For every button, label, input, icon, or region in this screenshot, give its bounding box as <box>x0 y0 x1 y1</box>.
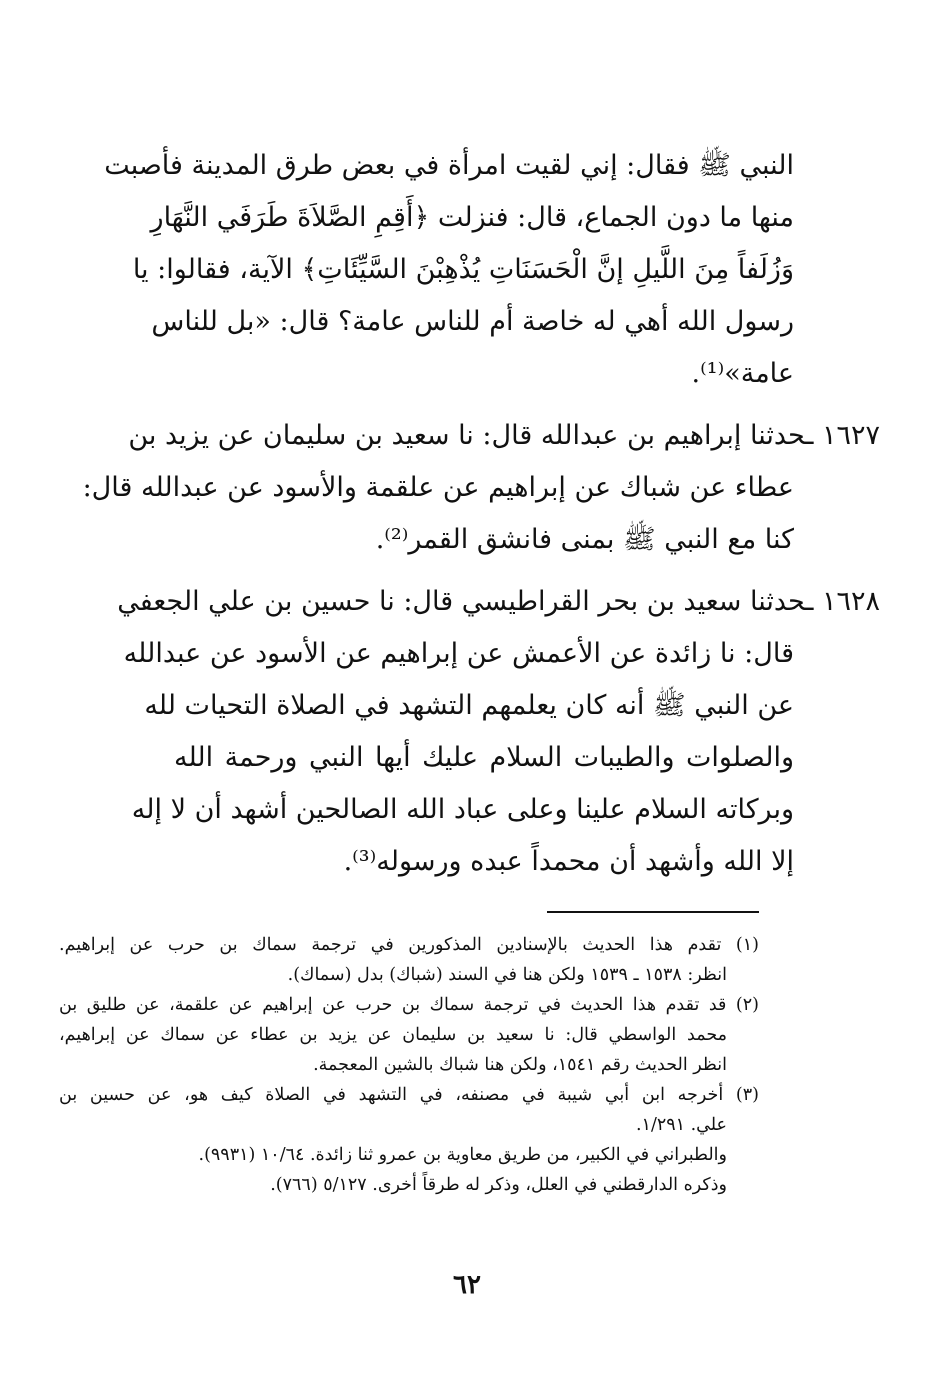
text-line: رسول الله أهي له خاصة أم للناس عامة؟ قال: «بل للناس <box>151 306 794 337</box>
text-line: والصلوات والطيبات السلام عليك أيها النبي ورحمة الله <box>174 742 794 773</box>
footnote-2 <box>59 990 759 1080</box>
footnote-line: (٢) قد تقدم هذا الحديث في ترجمة سماك بن حرب عن إبراهيم عن علقمة، عن طليق بن <box>59 995 759 1015</box>
text-line: حدثنا سعيد بن بحر القراطيسي قال: نا حسين بن علي الجعفي <box>117 586 806 617</box>
text-line: قال: نا زائدة عن الأعمش عن إبراهيم عن الأسود عن عبدالله <box>123 638 794 669</box>
text-line: وَزُلَفاً مِنَ اللَّيلِ إنَّ الْحَسَنَاتِ يُذْهِبْنَ السَّيِّئَاتِ﴾ الآية، فقالوا: يا <box>132 254 794 285</box>
hadith-number: ١٦٢٧ ـ <box>805 420 880 451</box>
text-line: حدثنا إبراهيم بن عبدالله قال: نا سعيد بن سليمان عن يزيد بن <box>128 420 806 451</box>
text-line: منها ما دون الجماع، قال: فنزلت ﴿أَقِمِ الصَّلاَةَ طَرَفَي النَّهَارِ <box>150 202 794 233</box>
hadith-number: ١٦٢٨ ـ <box>805 586 880 617</box>
footnote-line: (٣) أخرجه ابن أبي شيبة في مصنفه، في التشهد في الصلاة كيف هو، عن حسين بن <box>59 1085 759 1105</box>
footnote-3 <box>59 1080 759 1200</box>
text-line: إلا الله وأشهد أن محمداً عبده ورسوله⁽³⁾. <box>343 846 794 877</box>
hadith-first-line <box>117 576 880 628</box>
footnote-line: (١) تقدم هذا الحديث بالإسنادين المذكورين في ترجمة سماك بن حرب عن إبراهيم. <box>59 935 759 955</box>
hadith-1627 <box>82 410 880 566</box>
continuation-paragraph <box>104 140 794 400</box>
footnote-line: علي. ١/٢٩١. <box>635 1115 727 1135</box>
footnote-line: انظر الحديث رقم ١٥٤١، ولكن هنا شباك بالشين المعجمة. <box>313 1055 727 1075</box>
text-line: عن النبي ﷺ أنه كان يعلمهم التشهد في الصلاة التحيات لله <box>144 690 794 721</box>
text-line: كنا مع النبي ﷺ بمنى فانشق القمر⁽²⁾. <box>375 524 794 555</box>
footnote-1 <box>59 930 759 990</box>
footnote-line: محمد الواسطي قال: نا سعيد بن سليمان عن يزيد بن عطاء عن سماك عن إبراهيم، <box>59 1025 727 1045</box>
main-text <box>82 140 880 898</box>
hadith-1628 <box>117 576 880 888</box>
footnote-separator <box>547 911 759 913</box>
footnote-line: والطبراني في الكبير، من طريق معاوية بن عمرو ثنا زائدة. ١٠/٦٤ (٩٩٣١). <box>198 1145 727 1165</box>
page-number: ٦٢ <box>453 1270 481 1300</box>
hadith-first-line <box>128 410 880 462</box>
footnote-line: انظر: ١٥٣٨ ـ ١٥٣٩ ولكن هنا في السند (شباك) بدل (سماك). <box>287 965 727 985</box>
text-line: وبركاته السلام علينا وعلى عباد الله الصالحين أشهد أن لا إله <box>131 794 794 825</box>
footnotes <box>59 930 759 1200</box>
text-line: النبي ﷺ فقال: إني لقيت امرأة في بعض طرق المدينة فأصبت <box>104 150 794 181</box>
text-line: عطاء عن شباك عن إبراهيم عن علقمة والأسود عن عبدالله قال: <box>82 472 794 503</box>
footnote-line: وذكره الدارقطني في العلل، وذكر له طرقاً أخرى. ٥/١٢٧ (٧٦٦). <box>270 1175 727 1195</box>
text-line: عامة»⁽¹⁾. <box>691 358 794 389</box>
